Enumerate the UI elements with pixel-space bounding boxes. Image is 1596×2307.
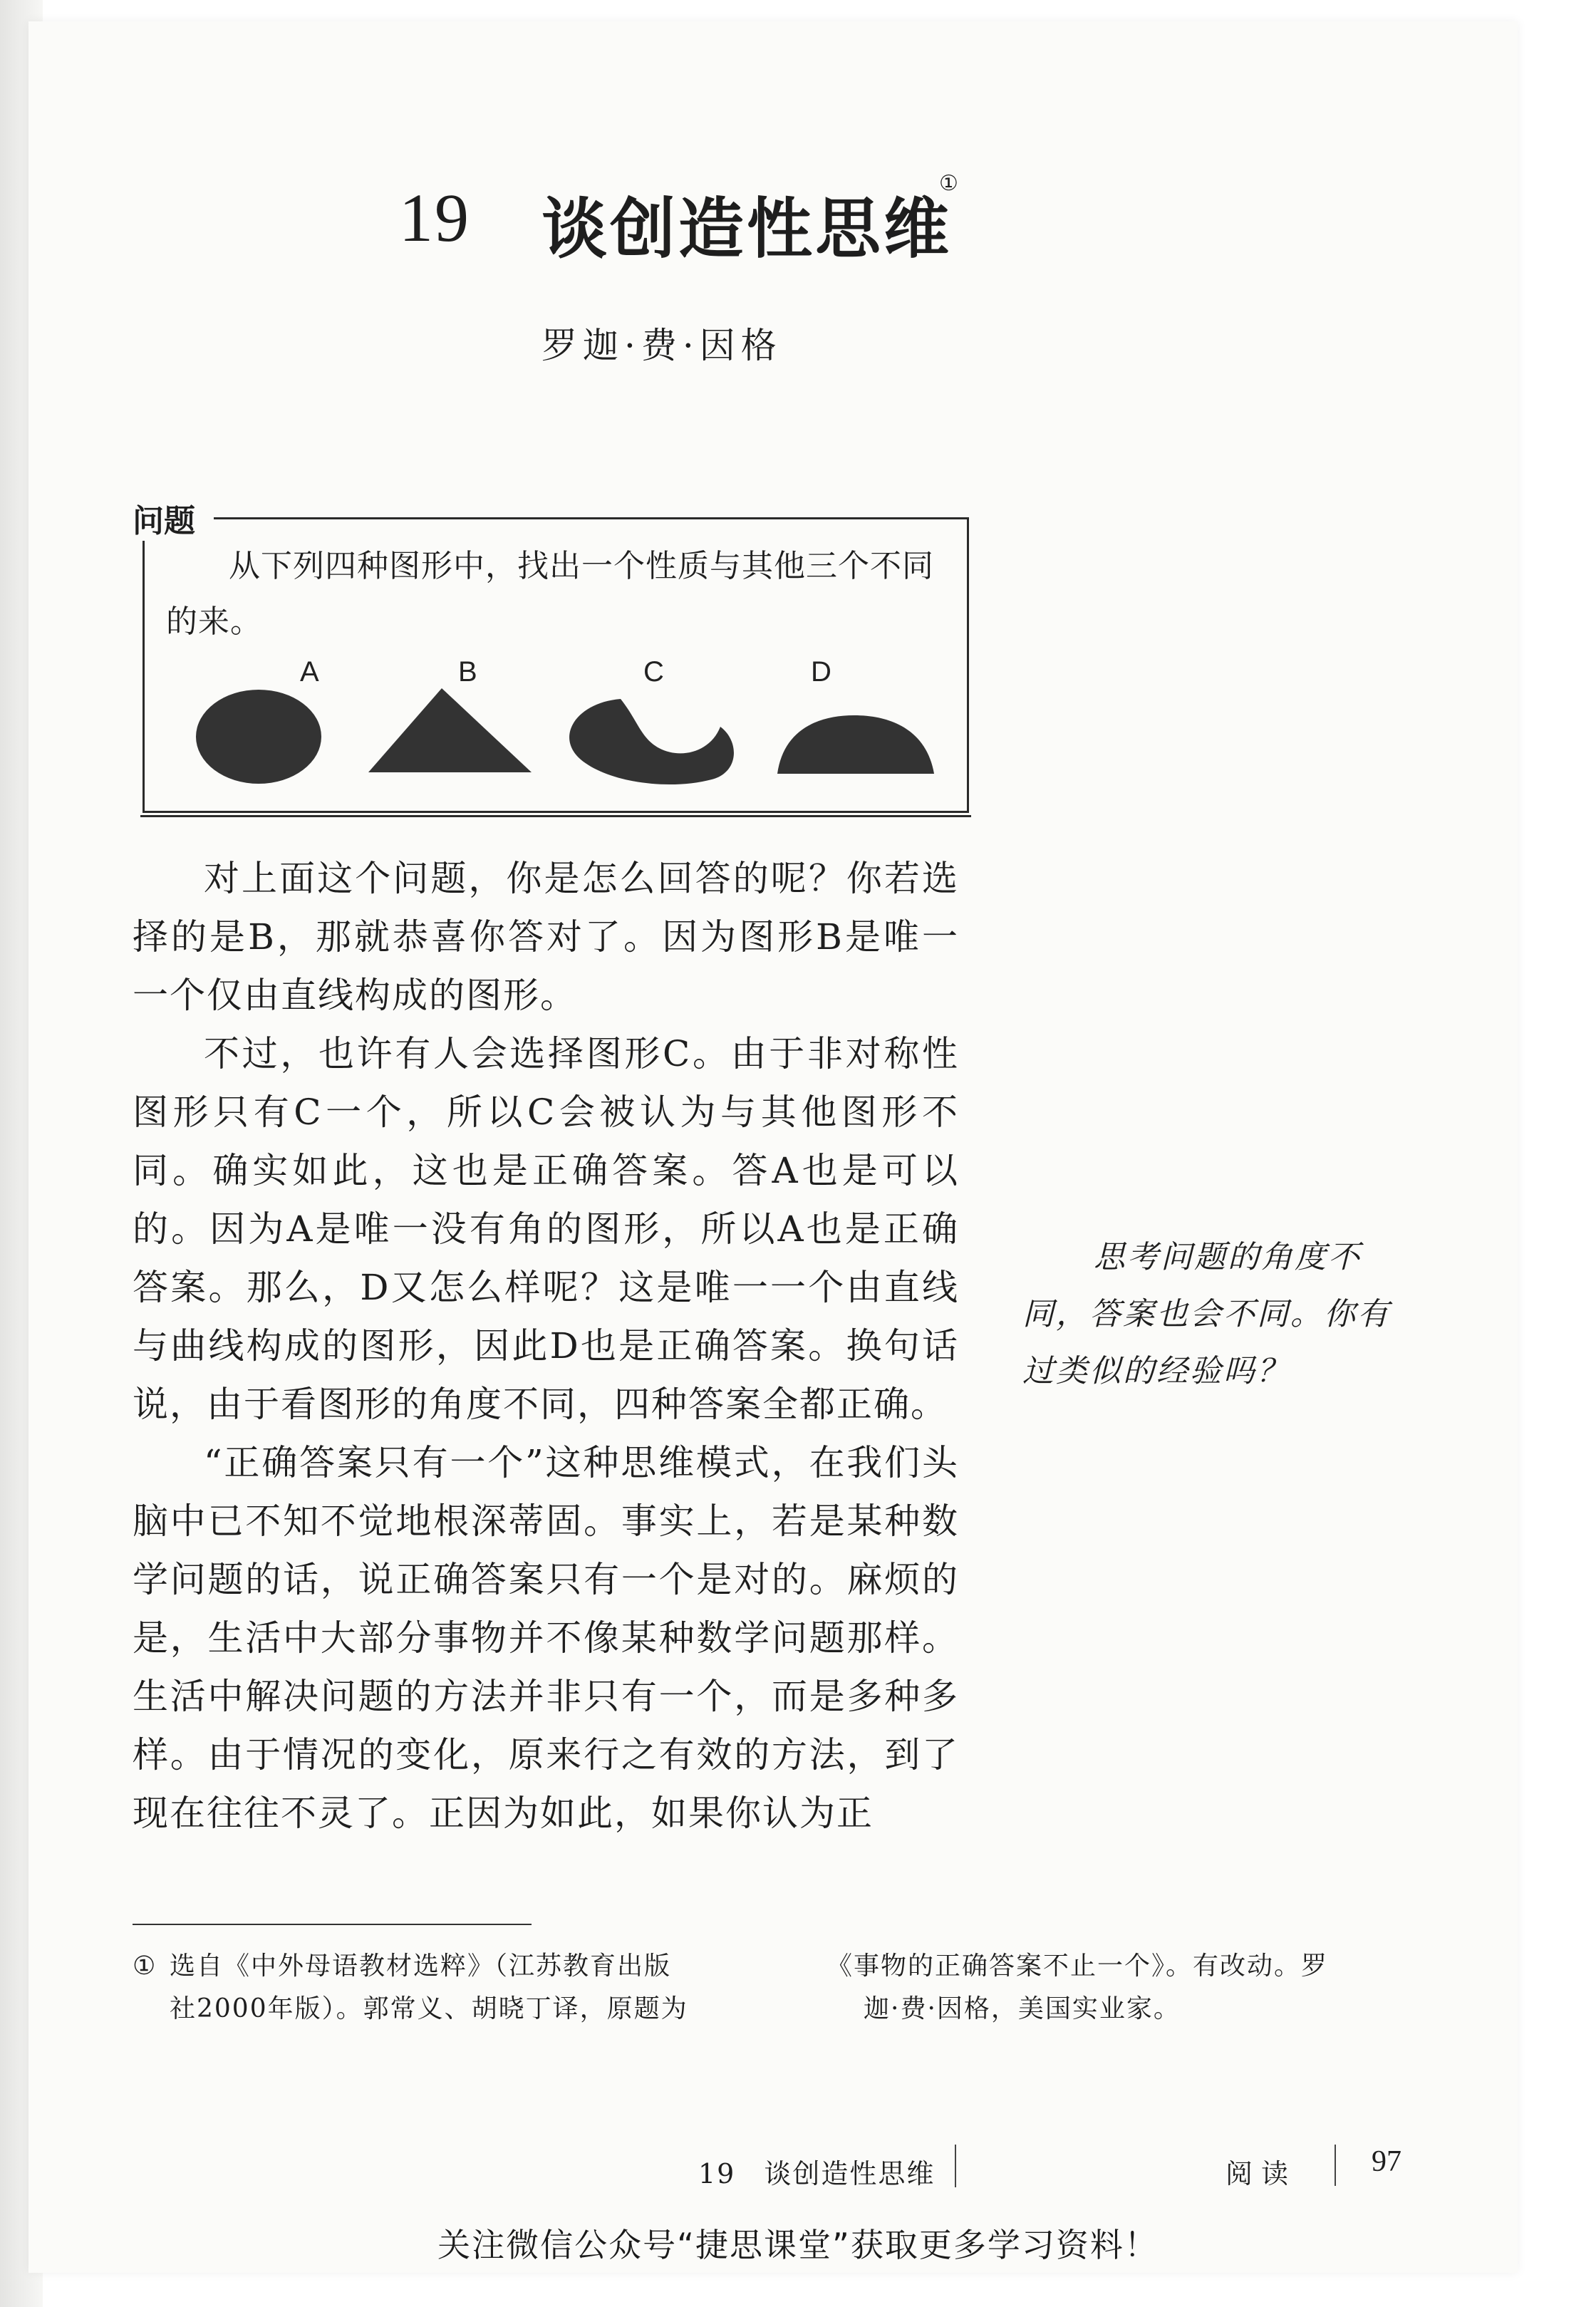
title-footnote-mark: ① bbox=[939, 171, 958, 196]
watermark-caption: 关注微信公众号“捷思课堂”获取更多学习资料！ bbox=[437, 2226, 1159, 2264]
asymmetric-crescent-shape-icon bbox=[569, 699, 734, 784]
shapes-figure bbox=[145, 653, 967, 813]
shape-letter-c: C bbox=[643, 656, 664, 688]
ellipse-shape-icon bbox=[196, 690, 321, 784]
shape-a bbox=[196, 656, 321, 784]
footnote-rule bbox=[133, 1924, 532, 1925]
paragraph-2: 不过，也许有人会选择图形C。由于非对称性图形只有C一个，所以C会被认为与其他图形不同。确实如此，这也是正确答案。答A也是可以的。因为A是唯一没有角的图形，所以A也是正确答案。那么，D又怎么样呢？这是唯一一个由直线与曲线构成的图形，因此D也是正确答案。换句话说，由于看图形的角度不同，四种答案全都正确。 bbox=[133, 1033, 959, 1425]
author-name: 罗迦·费·因格 bbox=[542, 325, 782, 366]
footnote-line-3: 《事物的正确答案不止一个》。有改动。罗 bbox=[826, 1951, 1329, 1981]
footnote-line-2: 社2000年版）。郭常义、胡晓丁译，原题为 bbox=[170, 1994, 688, 2023]
article-body bbox=[133, 849, 959, 1842]
lesson-title: 谈创造性思维 bbox=[542, 191, 953, 267]
footer-section: 阅读 bbox=[1226, 2158, 1297, 2189]
semicircle-shape-icon bbox=[777, 715, 934, 774]
footnote-line-1 bbox=[133, 1945, 752, 1988]
shape-c bbox=[569, 656, 734, 784]
paragraph-1: 对上面这个问题，你是怎么回答的呢？你若选择的是B，那就恭喜你答对了。因为图形B是唯一一个仅由直线构成的图形。 bbox=[133, 858, 959, 1016]
lesson-number: 19 bbox=[399, 180, 470, 256]
problem-text: 从下列四种图形中，找出一个性质与其他三个不同的来。 bbox=[166, 548, 934, 640]
shape-letter-b: B bbox=[458, 656, 477, 688]
problem-box bbox=[142, 517, 969, 813]
footer-divider-2 bbox=[1335, 2145, 1336, 2186]
footer-lesson-title: 19 谈创造性思维 bbox=[698, 2158, 936, 2189]
shape-d bbox=[777, 656, 934, 774]
problem-label: 问题 bbox=[133, 495, 204, 541]
side-note-text: 思考问题的角度不同，答案也会不同。你有过类似的经验吗？ bbox=[1022, 1239, 1391, 1389]
paragraph-3: “正确答案只有一个”这种思维模式，在我们头脑中已不知不觉地根深蒂固。事实上，若是某种数学问题的话，说正确答案只有一个是对的。麻烦的是，生活中大部分事物并不像某种数学问题那样。生活中解决问题的方法并非只有一个，而是多种多样。由于情况的变化，原来行之有效的方法，到了现在往往不灵了。正因为如此，如果你认为正 bbox=[133, 1442, 959, 1834]
footnote-right-column bbox=[826, 1945, 1439, 2031]
footnote-left-column bbox=[133, 1945, 752, 2031]
footnote-mark: ① bbox=[133, 1951, 157, 1981]
triangle-shape-icon bbox=[368, 688, 532, 772]
side-note bbox=[1022, 1229, 1407, 1400]
footnote-line-4: 迦·费·因格，美国实业家。 bbox=[864, 1994, 1181, 2023]
shape-letter-a: A bbox=[300, 656, 319, 688]
shape-letter-d: D bbox=[811, 656, 831, 688]
page-number: 97 bbox=[1372, 2145, 1401, 2178]
footnote-text-1: 选自《中外母语教材选粹》（江苏教育出版 bbox=[170, 1951, 672, 1981]
footer-divider bbox=[955, 2145, 956, 2187]
shape-b bbox=[368, 656, 532, 772]
